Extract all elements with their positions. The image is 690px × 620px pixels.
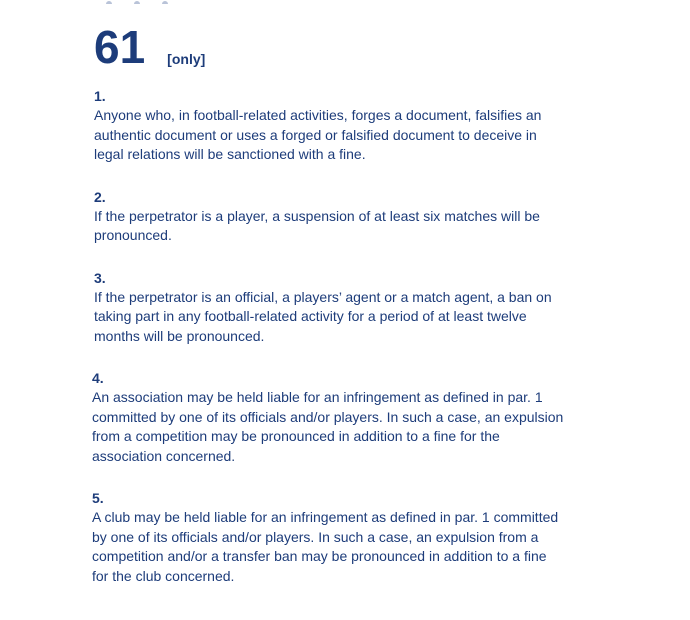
cropped-text-fragment	[106, 0, 190, 4]
paragraph-text: An association may be held liable for an infringement as defined in par. 1 committed by one of its officials and/or players. In such a case, an expulsion from a competition may be pronounced in addition to a fine for the association concerned.	[92, 389, 564, 464]
article-header	[94, 21, 206, 73]
paragraph-1	[94, 86, 612, 165]
paragraph-5	[92, 488, 612, 586]
paragraph-text: A club may be held liable for an infringement as defined in par. 1 committed by one of its officials and/or players. In such a case, an expulsion from a competition and/or a transfer ban may be pronounced in addition to a fine for the club concerned.	[92, 509, 559, 584]
paragraph-text: If the perpetrator is an official, a players’ agent or a match agent, a ban on taking part in any football-related activity for a period of at least twelve months will be pronounced.	[94, 288, 552, 344]
paragraph-number: 3.	[94, 269, 106, 286]
article-number: 61	[94, 21, 146, 73]
paragraph-3	[94, 268, 612, 347]
paragraph-4	[92, 368, 612, 466]
paragraph-text: If the perpetrator is a player, a suspension of at least six matches will be pronounced.	[94, 207, 540, 243]
paragraph-number: 2.	[94, 188, 106, 205]
paragraph-text: Anyone who, in football-related activities, forges a document, falsifies an authentic document or uses a forged or falsified document to deceive in legal relations will be sanctioned with a fine.	[94, 107, 542, 162]
paragraph-number: 4.	[92, 370, 104, 386]
paragraph-number: 1.	[94, 88, 106, 104]
article-tag: [only]	[167, 51, 206, 67]
paragraph-2	[94, 187, 612, 246]
article-paragraphs	[92, 86, 612, 586]
paragraph-number: 5.	[92, 490, 104, 506]
